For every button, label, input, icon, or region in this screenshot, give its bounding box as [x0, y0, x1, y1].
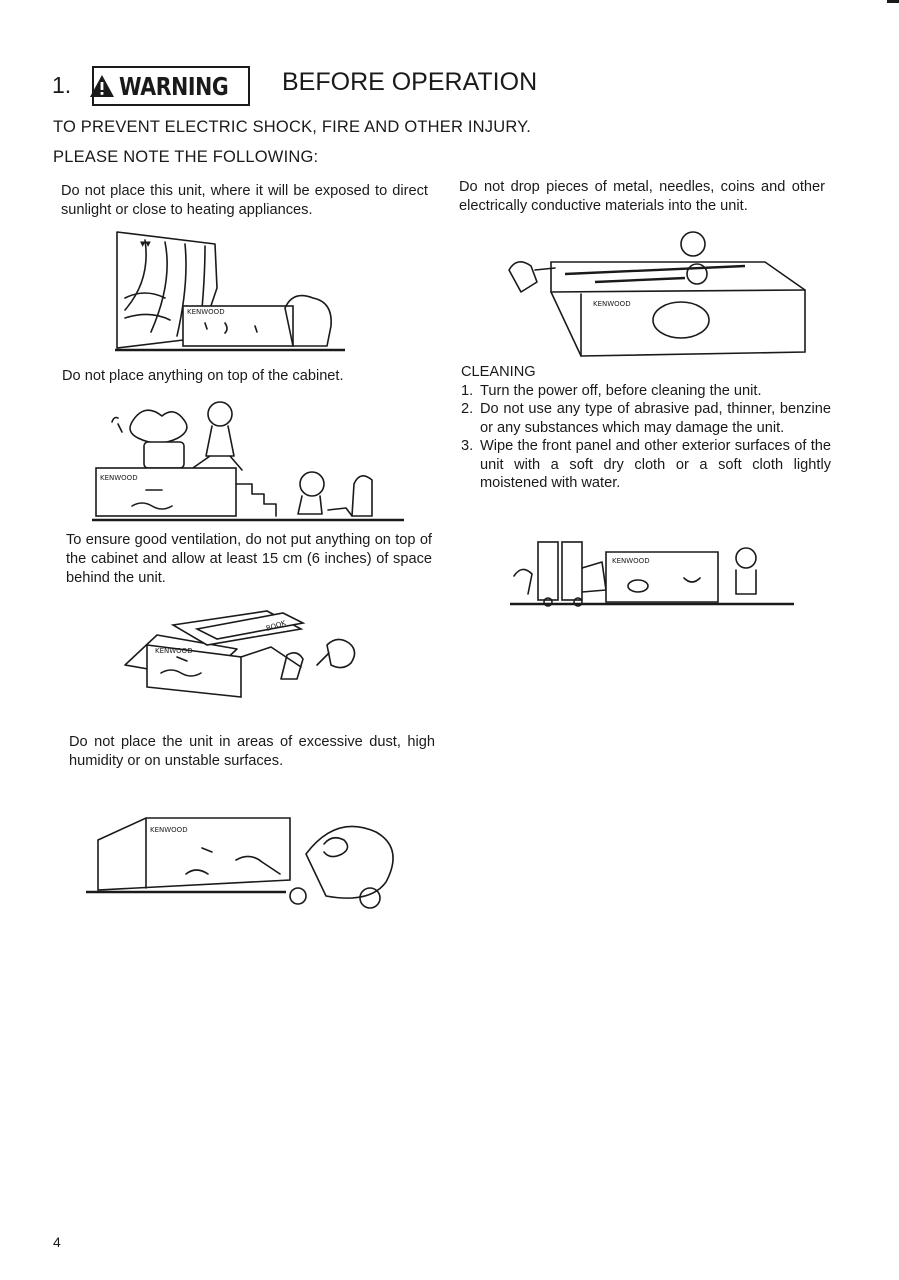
- intro-line-2: PLEASE NOTE THE FOLLOWING:: [53, 148, 319, 166]
- cleaning-item-1: 1. Turn the power off, before cleaning the unit.: [461, 382, 762, 399]
- sunlight-illustration: [105, 228, 350, 358]
- ventilation-warning: To ensure good ventilation, do not put anything on top of the cabinet and allow at least 15 cm (6 inches) of space behind the unit.: [66, 532, 432, 586]
- coins-illustration: [505, 222, 825, 362]
- warning-label: WARNING: [119, 71, 229, 101]
- brand-label: KENWOOD: [187, 308, 225, 316]
- corner-mark: [887, 0, 899, 3]
- cleaning-title: CLEANING: [461, 364, 536, 380]
- vacuum-illustration: [86, 792, 426, 912]
- cleaning-item-2: 2. Do not use any type of abrasive pad, thinner, benzine or any substances which may damage the unit.: [461, 401, 831, 436]
- warning-badge: [92, 66, 250, 106]
- conductive-materials-warning: Do not drop pieces of metal, needles, coins and other electrically conductive materials into the unit.: [459, 179, 825, 214]
- book-label: BOOK: [265, 619, 287, 633]
- page-title: BEFORE OPERATION: [282, 68, 538, 96]
- brand-label: KENWOOD: [593, 300, 631, 308]
- section-number: 1.: [52, 72, 72, 98]
- cleaning-item-3: 3. Wipe the front panel and other exterior surfaces of the unit with a soft dry cloth or a soft cloth lightly moistened with water.: [461, 438, 831, 491]
- warning-triangle-icon: [89, 74, 115, 98]
- no-objects-on-top-warning: Do not place anything on top of the cabinet.: [62, 368, 344, 384]
- dust-humidity-warning: Do not place the unit in areas of excessive dust, high humidity or on unstable surfaces.: [69, 734, 435, 769]
- brand-label: KENWOOD: [150, 826, 188, 834]
- cleaning-illustration: [508, 530, 798, 610]
- books-illustration: [117, 605, 377, 700]
- vase-illustration: [92, 392, 407, 527]
- brand-label: KENWOOD: [155, 647, 193, 655]
- page-number: 4: [53, 1234, 61, 1250]
- svg-text:▼▼: ▼▼: [140, 240, 151, 248]
- sunlight-warning: Do not place this unit, where it will be exposed to direct sunlight or close to heating appliances.: [61, 183, 428, 218]
- intro-line-1: TO PREVENT ELECTRIC SHOCK, FIRE AND OTHER INJURY.: [53, 118, 532, 136]
- brand-label: KENWOOD: [612, 557, 650, 565]
- brand-label: KENWOOD: [100, 474, 138, 482]
- cleaning-section: [461, 363, 831, 493]
